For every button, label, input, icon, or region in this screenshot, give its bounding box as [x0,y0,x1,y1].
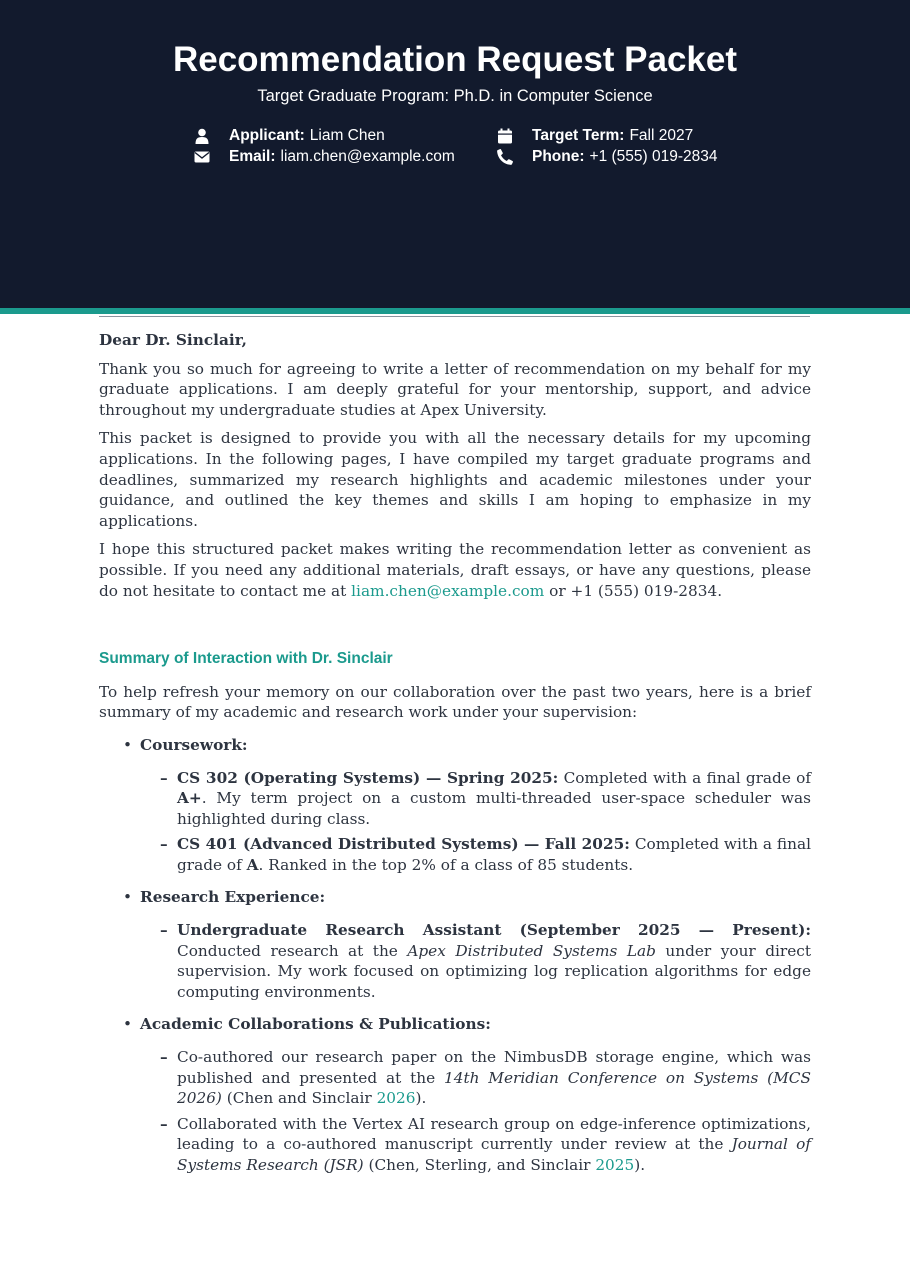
summary-list [99,735,811,1176]
list-item [140,1047,811,1109]
phone-value: +1 (555) 019-2834 [589,148,718,165]
publication-text: (Chen, Sterling, and Sinclair [363,1156,596,1174]
email-label: Email: [229,148,276,165]
publication-venue: 14th Meridian Conference on Systems (MCS 2026) [177,1068,811,1108]
course-text: . My term project on a custom multi-threaded user-space scheduler was highlighted during class. [177,789,811,828]
term-value: Fall 2027 [629,127,694,144]
course-grade: A+ [177,789,202,808]
research-text: Conducted research at the [177,941,408,960]
course-text: . Ranked in the top 2% of a class of 85 students. [258,855,634,874]
research-title: Undergraduate Research Assistant (September 2025 — Present): [177,921,811,940]
header-banner [0,0,910,308]
list-item [140,920,811,1002]
lab-name: Apex Distributed Systems Lab [407,941,656,960]
envelope-icon [194,149,210,165]
paragraph-3 [99,539,811,601]
summary-intro: To help refresh your memory on our collaboration over the past two years, here is a brief summary of my academic and research work under your supervision: [99,682,811,722]
list-item [140,1114,811,1176]
paragraph-3-phone: or +1 (555) 019-2834. [544,581,723,600]
divider [99,316,810,317]
term-info [497,127,693,145]
publication-text: ). [415,1089,427,1108]
list-item-research [99,887,811,1002]
coursework-list [140,768,811,876]
applicant-value: Liam Chen [309,127,385,144]
salutation: Dear Dr. Sinclair, [99,331,247,349]
page-title: Recommendation Request Packet [172,40,738,79]
term-label: Target Term: [532,127,625,144]
course-grade: A [246,855,259,874]
course-title: CS 302 (Operating Systems) — Spring 2025: [177,768,559,787]
user-icon [194,128,210,144]
list-item [140,834,811,875]
publication-text: (Chen and Sinclair [221,1089,377,1108]
course-title: CS 401 (Advanced Distributed Systems) — Fall 2025: [177,835,630,854]
applicant-info [194,127,385,145]
phone-label: Phone: [532,148,585,165]
list-item-coursework [99,735,811,876]
applicant-label: Applicant: [229,127,305,144]
paragraph-2: This packet is designed to provide you with all the necessary details for my upcoming applications. In the following pages, I have compiled my target graduate programs and deadlines, summarized my research highlights and academic milestones under your guidance, and outlined the key themes and skills I am hoping to emphasize in my applications. [99,429,811,530]
calendar-icon [497,128,513,144]
publication-text: Collaborated with the Vertex AI research group on edge-inference optimizations, leading to a co-authored manuscript currently under review at the [177,1114,811,1154]
accent-bar [0,308,910,314]
research-label: • Research Experience: [140,888,326,907]
publications-label: • Academic Collaborations & Publications: [140,1015,491,1034]
citation-year-link[interactable]: 2025 [595,1156,635,1174]
research-text: under your direct supervision. My work focused on optimizing log replication algorithms for edge computing environments. [177,941,811,1001]
list-item-publications [99,1014,811,1175]
list-item [140,768,811,830]
citation-year-link[interactable]: 2026 [376,1089,416,1108]
paragraph-3-text: I hope this structured packet makes writing the recommendation letter as convenient as possible. If you need any additional materials, draft essays, or have any questions, please do not hesitate to contact me at [99,540,811,600]
email-info [194,148,455,166]
publication-text: ). [634,1156,646,1174]
publication-venue: Journal of Systems Research (JSR) [177,1135,811,1174]
letter-body [99,330,811,1188]
course-text: Completed with a final grade of [558,768,811,787]
paragraph-1: Thank you so much for agreeing to write a letter of recommendation on my behalf for my graduate applications. I am deeply grateful for your mentorship, support, and advice throughout my undergraduate studies at Apex University. [99,359,811,419]
phone-info [497,148,718,166]
phone-icon [497,149,513,165]
contact-email-link[interactable]: liam.chen@example.com [351,581,545,600]
section-heading: Summary of Interaction with Dr. Sinclair [99,650,393,668]
course-text: Completed with a final grade of [177,835,811,874]
page-subtitle: Target Graduate Program: Ph.D. in Computer Science [257,87,653,105]
publications-list [140,1047,811,1176]
research-list [140,920,811,1002]
publication-text: Co-authored our research paper on the NimbusDB storage engine, which was published and presented at the [177,1048,811,1087]
coursework-label: • Coursework: [140,735,248,754]
email-value[interactable]: liam.chen@example.com [280,148,455,165]
